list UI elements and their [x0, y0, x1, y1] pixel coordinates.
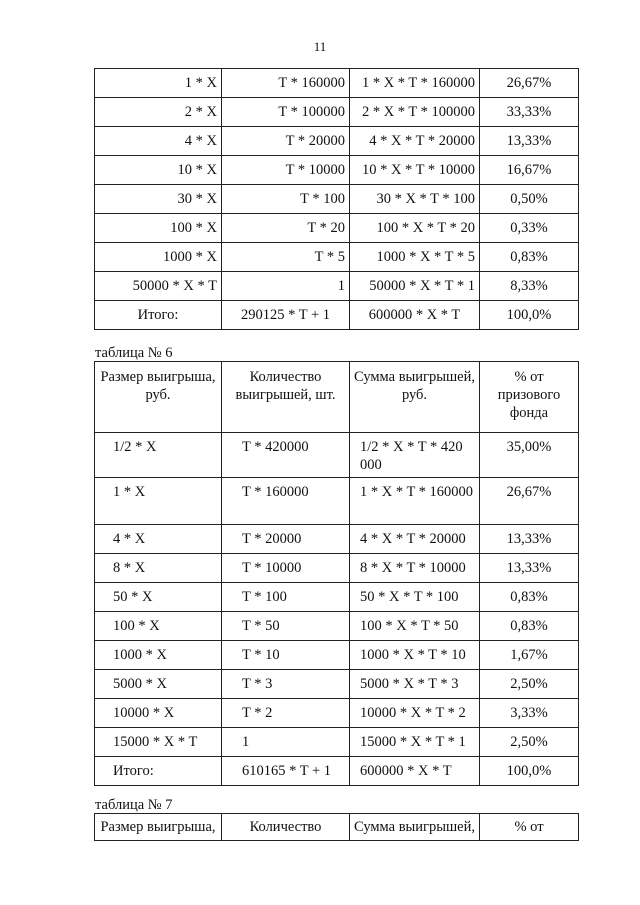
cell-prize-size: 5000 * X	[95, 670, 222, 699]
cell-prize-size: 1000 * X	[95, 641, 222, 670]
table-row	[95, 69, 579, 98]
cell-prize-size: 1 * X	[95, 69, 222, 98]
cell-prize-sum: 5000 * X * T * 3	[350, 670, 480, 699]
cell-prize-size: 8 * X	[95, 554, 222, 583]
header-prize-size: Размер выигрыша,	[95, 814, 222, 841]
cell-prize-sum: 1000 * X * T * 5	[350, 243, 480, 272]
cell-prize-size: 1000 * X	[95, 243, 222, 272]
cell-prize-size: 100 * X	[95, 612, 222, 641]
cell-prize-fund-percent: 33,33%	[480, 98, 579, 127]
cell-prize-fund-percent: 3,33%	[480, 699, 579, 728]
cell-prize-fund-percent: 13,33%	[480, 127, 579, 156]
cell-prize-fund-percent: 26,67%	[480, 478, 579, 525]
cell-prize-fund-percent: 13,33%	[480, 525, 579, 554]
table-row	[95, 478, 579, 525]
cell-prize-sum: 10 * X * T * 10000	[350, 156, 480, 185]
cell-prize-fund-percent: 2,50%	[480, 670, 579, 699]
cell-prize-sum: 50 * X * T * 100	[350, 583, 480, 612]
cell-prize-size: 100 * X	[95, 214, 222, 243]
header-prize-count: Количество выигрышей, шт.	[222, 362, 350, 433]
cell-prize-fund-percent-total: 100,0%	[480, 757, 579, 786]
table-row	[95, 156, 579, 185]
table-6-caption: таблица № 6	[95, 345, 173, 361]
prize-table-6	[94, 361, 579, 786]
total-label: Итого:	[95, 301, 222, 330]
cell-prize-count: T * 5	[222, 243, 350, 272]
table-row	[95, 214, 579, 243]
prize-table-7	[94, 813, 579, 841]
cell-prize-count: 1	[222, 272, 350, 301]
cell-prize-sum: 100 * X * T * 20	[350, 214, 480, 243]
cell-prize-sum: 1 * X * T * 160000	[350, 478, 480, 525]
cell-prize-count: T * 10000	[222, 554, 350, 583]
header-prize-fund-percent: % от призового фонда	[480, 362, 579, 433]
cell-prize-sum: 1000 * X * T * 10	[350, 641, 480, 670]
table-row	[95, 670, 579, 699]
table-row	[95, 583, 579, 612]
cell-prize-count: T * 100000	[222, 98, 350, 127]
cell-prize-count: T * 50	[222, 612, 350, 641]
cell-prize-fund-percent: 0,83%	[480, 243, 579, 272]
table-header-row	[95, 362, 579, 433]
cell-prize-fund-percent: 0,83%	[480, 583, 579, 612]
cell-prize-sum: 10000 * X * T * 2	[350, 699, 480, 728]
table-row	[95, 185, 579, 214]
header-prize-size: Размер выигрыша, руб.	[95, 362, 222, 433]
cell-prize-size: 1/2 * X	[95, 433, 222, 478]
cell-prize-size: 1 * X	[95, 478, 222, 525]
cell-prize-count: 1	[222, 728, 350, 757]
cell-prize-size: 10 * X	[95, 156, 222, 185]
cell-prize-count: T * 420000	[222, 433, 350, 478]
cell-prize-count: T * 20000	[222, 525, 350, 554]
cell-prize-size: 2 * X	[95, 98, 222, 127]
table-row	[95, 728, 579, 757]
cell-prize-count: T * 10	[222, 641, 350, 670]
cell-prize-sum: 8 * X * T * 10000	[350, 554, 480, 583]
cell-prize-size: 50000 * X * T	[95, 272, 222, 301]
cell-prize-fund-percent: 35,00%	[480, 433, 579, 478]
cell-prize-count: T * 2	[222, 699, 350, 728]
cell-prize-sum-total: 600000 * X * T	[350, 757, 480, 786]
table-row	[95, 554, 579, 583]
cell-prize-size: 4 * X	[95, 525, 222, 554]
cell-prize-count-total: 610165 * T + 1	[222, 757, 350, 786]
cell-prize-size: 30 * X	[95, 185, 222, 214]
cell-prize-count-total: 290125 * T + 1	[222, 301, 350, 330]
cell-prize-sum: 30 * X * T * 100	[350, 185, 480, 214]
cell-prize-size: 10000 * X	[95, 699, 222, 728]
cell-prize-fund-percent: 8,33%	[480, 272, 579, 301]
table-row	[95, 98, 579, 127]
table-row	[95, 699, 579, 728]
table-row	[95, 243, 579, 272]
cell-prize-sum-total: 600000 * X * T	[350, 301, 480, 330]
cell-prize-count: T * 20	[222, 214, 350, 243]
header-prize-sum: Сумма выигрышей, руб.	[350, 362, 480, 433]
table-row	[95, 525, 579, 554]
cell-prize-fund-percent: 26,67%	[480, 69, 579, 98]
cell-prize-sum: 50000 * X * T * 1	[350, 272, 480, 301]
cell-prize-sum: 15000 * X * T * 1	[350, 728, 480, 757]
prize-table-continued	[94, 68, 579, 330]
header-prize-sum: Сумма выигрышей,	[350, 814, 480, 841]
table-row	[95, 127, 579, 156]
cell-prize-fund-percent: 2,50%	[480, 728, 579, 757]
table-row	[95, 612, 579, 641]
table-7-caption: таблица № 7	[95, 797, 173, 813]
table-row	[95, 433, 579, 478]
cell-prize-count: T * 100	[222, 583, 350, 612]
cell-prize-size: 50 * X	[95, 583, 222, 612]
page-number: 11	[313, 39, 327, 54]
cell-prize-count: T * 3	[222, 670, 350, 699]
cell-prize-sum: 4 * X * T * 20000	[350, 525, 480, 554]
cell-prize-fund-percent: 13,33%	[480, 554, 579, 583]
cell-prize-size: 15000 * X * T	[95, 728, 222, 757]
cell-prize-fund-percent: 0,83%	[480, 612, 579, 641]
cell-prize-sum: 100 * X * T * 50	[350, 612, 480, 641]
cell-prize-fund-percent: 16,67%	[480, 156, 579, 185]
table-row	[95, 272, 579, 301]
table-total-row	[95, 301, 579, 330]
cell-prize-count: T * 100	[222, 185, 350, 214]
cell-prize-fund-percent: 0,50%	[480, 185, 579, 214]
header-prize-fund-percent: % от	[480, 814, 579, 841]
table-row	[95, 641, 579, 670]
header-prize-count: Количество	[222, 814, 350, 841]
cell-prize-sum: 1 * X * T * 160000	[350, 69, 480, 98]
cell-prize-sum: 4 * X * T * 20000	[350, 127, 480, 156]
cell-prize-fund-percent: 0,33%	[480, 214, 579, 243]
total-label: Итого:	[95, 757, 222, 786]
cell-prize-fund-percent: 1,67%	[480, 641, 579, 670]
table-header-row	[95, 814, 579, 841]
cell-prize-sum: 2 * X * T * 100000	[350, 98, 480, 127]
cell-prize-size: 4 * X	[95, 127, 222, 156]
cell-prize-count: T * 160000	[222, 69, 350, 98]
cell-prize-fund-percent-total: 100,0%	[480, 301, 579, 330]
cell-prize-count: T * 20000	[222, 127, 350, 156]
cell-prize-count: T * 10000	[222, 156, 350, 185]
table-total-row	[95, 757, 579, 786]
cell-prize-sum: 1/2 * X * T * 420 000	[350, 433, 480, 478]
cell-prize-count: T * 160000	[222, 478, 350, 525]
